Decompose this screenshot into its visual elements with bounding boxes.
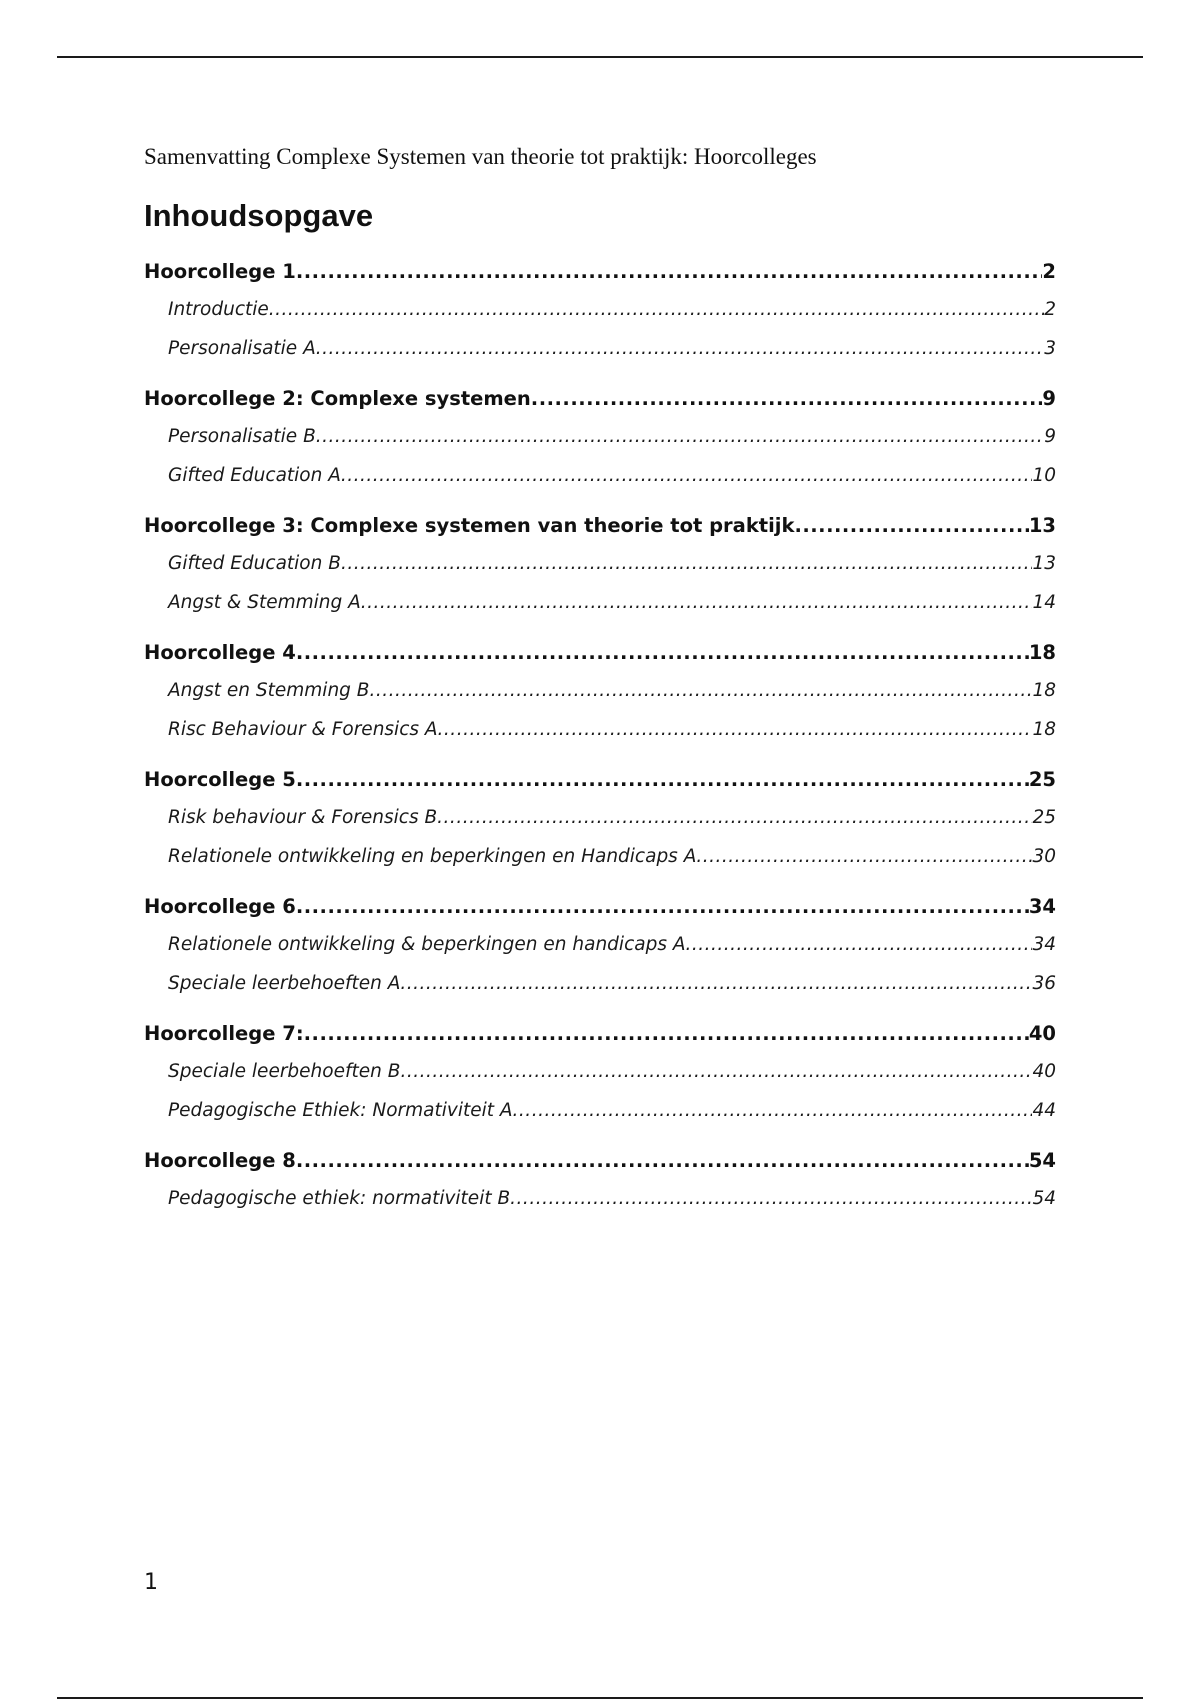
toc-section-entry[interactable]	[144, 592, 1056, 631]
toc-section-entry-title: Speciale leerbehoeften A	[168, 973, 401, 994]
toc-section-entry-title: Risc Behaviour & Forensics A	[168, 719, 438, 740]
toc-section-entry-title: Personalisatie A	[168, 338, 316, 359]
toc-section-entry-title: Pedagogische Ethiek: Normativiteit A	[168, 1100, 513, 1121]
toc-section-entry-title: Introductie	[168, 299, 269, 320]
toc-chapter-entry[interactable]	[144, 768, 1056, 807]
dot-leader	[531, 387, 1043, 410]
toc-section-entry-page-number: 18	[1032, 719, 1056, 740]
toc-section-entry-page-number: 2	[1044, 299, 1056, 320]
toc-chapter-entry-title: Hoorcollege 8	[144, 1149, 296, 1172]
dot-leader	[696, 846, 1032, 867]
toc-section-entry-page-number: 54	[1032, 1188, 1056, 1209]
dot-leader	[370, 680, 1033, 701]
top-rule	[57, 56, 1143, 58]
toc-chapter-entry-title: Hoorcollege 6	[144, 895, 296, 918]
toc-section-entry-title: Personalisatie B	[168, 426, 316, 447]
toc-chapter-entry[interactable]	[144, 895, 1056, 934]
bottom-rule	[57, 1697, 1143, 1699]
toc-chapter-entry-title: Hoorcollege 2: Complexe systemen	[144, 387, 531, 410]
dot-leader	[269, 299, 1044, 320]
document-title: Samenvatting Complexe Systemen van theorie tot praktijk: Hoorcolleges	[144, 144, 817, 169]
dot-leader	[296, 768, 1029, 791]
dot-leader	[686, 934, 1033, 955]
dot-leader	[438, 719, 1033, 740]
dot-leader	[510, 1188, 1032, 1209]
toc-section-entry-page-number: 10	[1032, 465, 1056, 486]
dot-leader	[794, 514, 1028, 537]
dot-leader	[296, 260, 1043, 283]
dot-leader	[316, 426, 1044, 447]
toc-chapter-group	[144, 768, 1056, 885]
toc-section-entry-title: Gifted Education B	[168, 553, 341, 574]
toc-chapter-entry[interactable]	[144, 514, 1056, 553]
toc-chapter-entry[interactable]	[144, 1149, 1056, 1188]
toc-section-entry-page-number: 25	[1032, 807, 1056, 828]
dot-leader	[437, 807, 1032, 828]
toc-chapter-entry[interactable]	[144, 387, 1056, 426]
toc-chapter-entry-page-number: 25	[1028, 768, 1056, 791]
toc-section-entry-page-number: 14	[1032, 592, 1056, 613]
toc-section-entry[interactable]	[144, 465, 1056, 504]
toc-section-entry[interactable]	[144, 807, 1056, 846]
toc-section-entry[interactable]	[144, 426, 1056, 465]
dot-leader	[304, 1022, 1029, 1045]
toc-section-entry[interactable]	[144, 338, 1056, 377]
toc-section-entry-page-number: 40	[1032, 1061, 1056, 1082]
toc-section-entry-title: Speciale leerbehoeften B	[168, 1061, 401, 1082]
toc-heading: Inhoudsopgave	[144, 198, 374, 233]
toc-chapter-entry-page-number: 18	[1028, 641, 1056, 664]
dot-leader	[400, 1061, 1032, 1082]
toc-chapter-entry-page-number: 2	[1042, 260, 1056, 283]
toc-section-entry[interactable]	[144, 1061, 1056, 1100]
toc-chapter-group	[144, 1149, 1056, 1227]
toc-section-entry-title: Relationele ontwikkeling en beperkingen en Handicaps A	[168, 846, 697, 867]
toc-section-entry[interactable]	[144, 553, 1056, 592]
dot-leader	[296, 1149, 1029, 1172]
toc-chapter-group	[144, 260, 1056, 377]
toc-chapter-group	[144, 641, 1056, 758]
toc-section-entry-page-number: 36	[1032, 973, 1056, 994]
toc-chapter-entry-page-number: 34	[1028, 895, 1056, 918]
dot-leader	[400, 973, 1032, 994]
toc-section-entry-page-number: 3	[1044, 338, 1056, 359]
toc-chapter-entry-page-number: 13	[1028, 514, 1056, 537]
toc-section-entry-page-number: 34	[1032, 934, 1056, 955]
toc-chapter-entry-title: Hoorcollege 1	[144, 260, 296, 283]
toc-chapter-entry[interactable]	[144, 641, 1056, 680]
toc-section-entry[interactable]	[144, 1100, 1056, 1139]
toc-section-entry-page-number: 44	[1032, 1100, 1056, 1121]
toc-section-entry-title: Pedagogische ethiek: normativiteit B	[168, 1188, 511, 1209]
toc-section-entry-title: Relationele ontwikkeling & beperkingen en handicaps A	[168, 934, 686, 955]
toc-section-entry-page-number: 9	[1044, 426, 1056, 447]
toc-section-entry[interactable]	[144, 934, 1056, 973]
toc-section-entry-title: Risk behaviour & Forensics B	[168, 807, 438, 828]
dot-leader	[513, 1100, 1033, 1121]
toc-section-entry-title: Gifted Education A	[168, 465, 341, 486]
toc-section-entry[interactable]	[144, 299, 1056, 338]
table-of-contents	[144, 260, 1056, 1237]
toc-section-entry-title: Angst & Stemming A	[168, 592, 361, 613]
toc-chapter-group	[144, 514, 1056, 631]
dot-leader	[361, 592, 1033, 613]
toc-section-entry[interactable]	[144, 846, 1056, 885]
toc-chapter-group	[144, 895, 1056, 1012]
toc-chapter-entry-title: Hoorcollege 3: Complexe systemen van theorie tot praktijk	[144, 514, 795, 537]
dot-leader	[296, 641, 1029, 664]
toc-chapter-group	[144, 387, 1056, 504]
toc-section-entry[interactable]	[144, 680, 1056, 719]
toc-section-entry[interactable]	[144, 1188, 1056, 1227]
dot-leader	[341, 553, 1033, 574]
toc-chapter-entry-title: Hoorcollege 5	[144, 768, 296, 791]
toc-section-entry-page-number: 13	[1032, 553, 1056, 574]
toc-section-entry[interactable]	[144, 973, 1056, 1012]
toc-chapter-entry-page-number: 54	[1028, 1149, 1056, 1172]
toc-section-entry[interactable]	[144, 719, 1056, 758]
toc-chapter-entry-page-number: 40	[1028, 1022, 1056, 1045]
toc-chapter-entry-title: Hoorcollege 7:	[144, 1022, 304, 1045]
toc-section-entry-title: Angst en Stemming B	[168, 680, 370, 701]
dot-leader	[316, 338, 1044, 359]
page-number: 1	[144, 1570, 158, 1595]
toc-chapter-group	[144, 1022, 1056, 1139]
dot-leader	[341, 465, 1033, 486]
toc-chapter-entry[interactable]	[144, 1022, 1056, 1061]
toc-section-entry-page-number: 18	[1032, 680, 1056, 701]
toc-chapter-entry[interactable]	[144, 260, 1056, 299]
dot-leader	[296, 895, 1029, 918]
toc-section-entry-page-number: 30	[1032, 846, 1056, 867]
toc-chapter-entry-title: Hoorcollege 4	[144, 641, 296, 664]
toc-chapter-entry-page-number: 9	[1042, 387, 1056, 410]
